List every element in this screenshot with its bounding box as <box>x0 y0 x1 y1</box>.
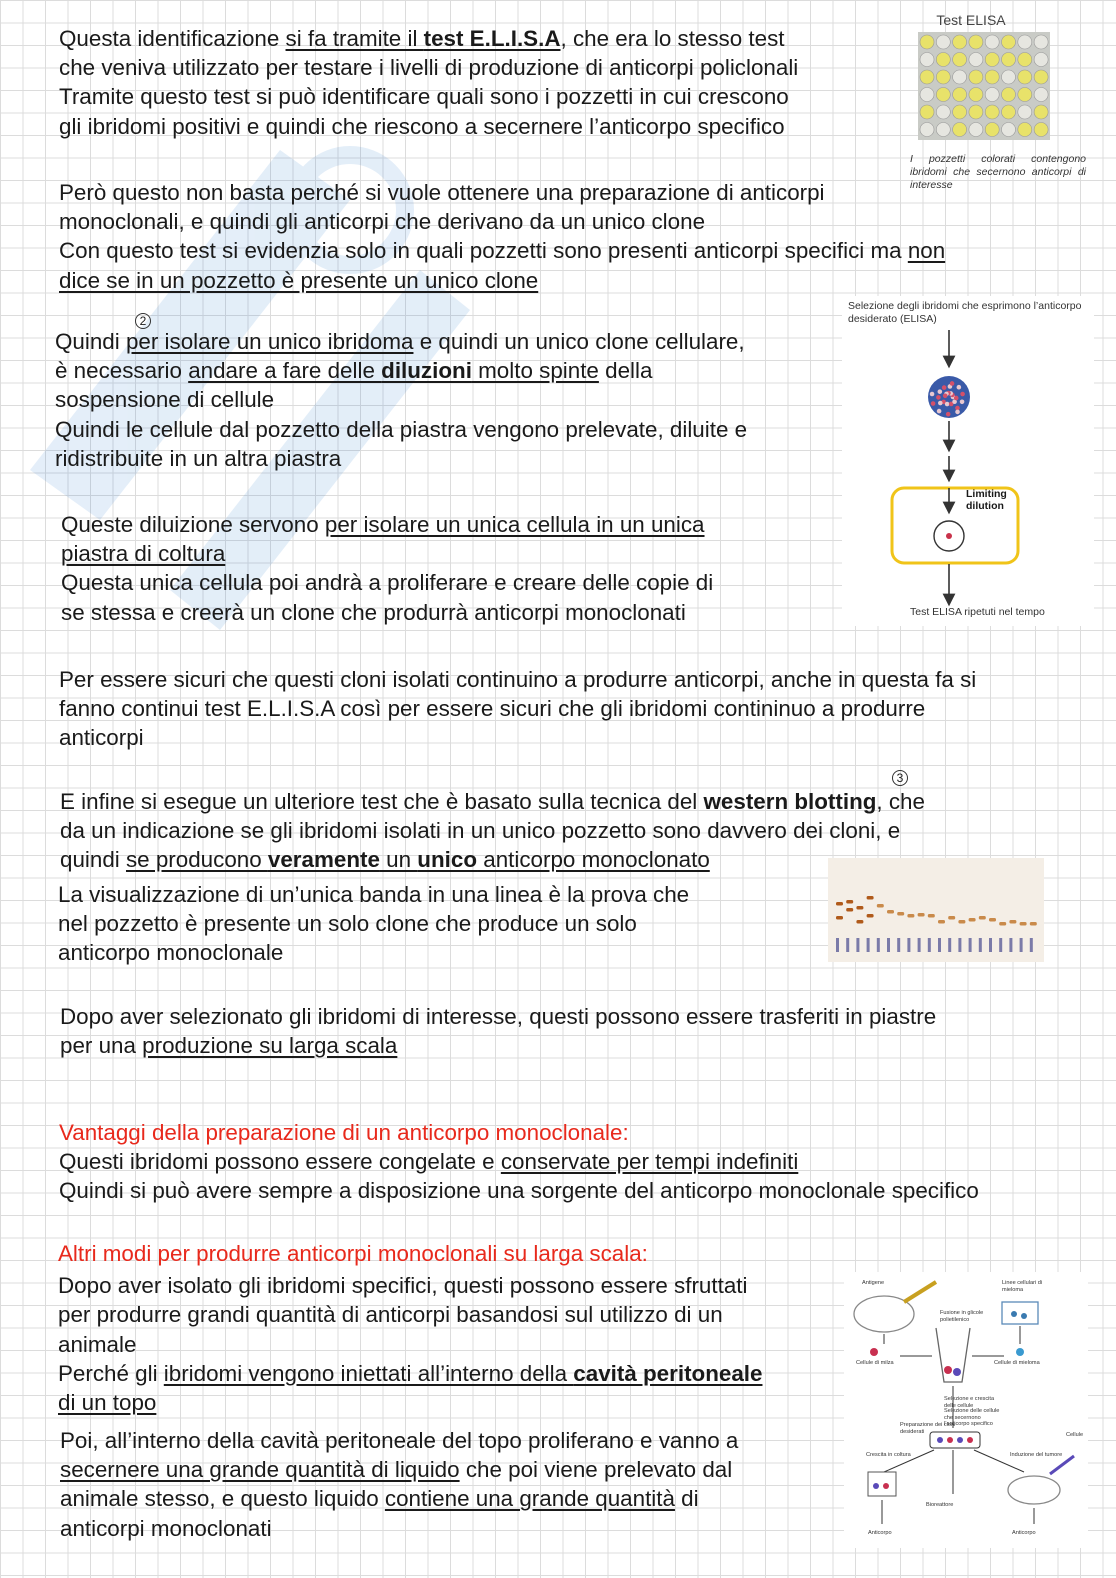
text-bold: cavità peritoneale <box>573 1360 763 1386</box>
text-underline: piastra di coltura <box>61 541 226 567</box>
lane-label-mark <box>938 938 941 952</box>
cell-dot <box>950 381 955 386</box>
text: quindi <box>60 847 126 873</box>
elisa-well <box>969 123 983 137</box>
blot-band <box>887 910 894 914</box>
cell-dot <box>938 389 943 394</box>
elisa-well <box>1034 105 1048 119</box>
text: E infine si esegue un ulteriore test che è basato sulla tecnica del <box>60 789 704 814</box>
figure-label-limiting-dilution: Limiting dilution <box>966 488 1007 512</box>
elisa-well <box>1034 88 1048 102</box>
diagram-label: Anticorpo <box>1012 1530 1036 1536</box>
text: che poi viene prelevato dal <box>459 1457 733 1483</box>
lane-label-mark <box>989 938 992 952</box>
blot-band <box>846 900 853 904</box>
text-line: nel pozzetto è presente un solo clone che produce un solo <box>58 911 637 937</box>
text-line: animale <box>58 1331 137 1357</box>
paragraph-peritoneal <box>60 1426 738 1543</box>
text-underline: produzione su larga scala <box>142 1033 398 1059</box>
elisa-well <box>985 35 999 49</box>
text: andare a fare delle <box>188 358 382 384</box>
text-line: per produrre grandi quantità di anticorpi basandosi sul utilizzo di un <box>58 1302 723 1328</box>
text-line: La visualizzazione di un’unica banda in una linea è la prova che <box>58 882 690 907</box>
text-underline: di un topo <box>58 1390 157 1416</box>
text-bold: diluzioni <box>381 358 472 384</box>
text-line: fanno continui test E.L.I.S.A così per essere sicuri che gli ibridomi contininuo a produrre <box>59 696 926 722</box>
text: Questi ibridomi possono essere congelate e <box>59 1149 501 1175</box>
elisa-well <box>985 88 999 102</box>
text-line: Tramite questo test si può identificare quali sono i pozzetti in cui crescono <box>59 84 789 110</box>
diagram-label: Cellule <box>1066 1432 1084 1438</box>
text-bold: veramente <box>267 847 380 873</box>
text-underline: per isolare un unico ibridoma <box>125 329 414 354</box>
blot-band <box>836 902 843 906</box>
lane-label-mark <box>958 938 961 952</box>
elisa-well <box>1002 70 1016 84</box>
text: per una <box>60 1033 143 1059</box>
blot-band <box>856 906 863 910</box>
cell-dot <box>930 392 935 397</box>
elisa-well <box>920 88 934 102</box>
text: anticorpo monoclonato <box>477 847 710 873</box>
paragraph-not-enough <box>59 178 945 295</box>
elisa-well <box>936 70 950 84</box>
elisa-well <box>920 70 934 84</box>
elisa-well <box>953 53 967 67</box>
text: ibridomi vengono iniettati all’interno della <box>163 1360 574 1386</box>
text: , che <box>876 789 925 814</box>
lane-label-mark <box>928 938 931 952</box>
cell-dot <box>960 399 965 404</box>
elisa-well <box>953 88 967 102</box>
blot-band <box>948 916 955 920</box>
elisa-well <box>953 70 967 84</box>
elisa-well <box>1034 70 1048 84</box>
blot-band <box>958 920 965 924</box>
text: Con questo test si evidenzia solo in quali pozzetti sono presenti anticorpi specifici ma <box>59 238 908 264</box>
diagram-label: Cellule di milza <box>856 1360 894 1366</box>
lane-label-mark <box>836 938 839 952</box>
text-line: gli ibridomi positivi e quindi che riescono a secernere l’anticorpo specifico <box>59 113 785 139</box>
text-line: sospensione di cellule <box>55 387 275 413</box>
elisa-well <box>1002 88 1016 102</box>
paragraph-continuous-test <box>59 665 976 753</box>
elisa-well <box>920 53 934 67</box>
elisa-well <box>920 105 934 119</box>
text: un <box>379 847 418 873</box>
elisa-well <box>985 70 999 84</box>
blot-band <box>897 912 904 916</box>
elisa-well <box>936 105 950 119</box>
blot-band <box>867 896 874 900</box>
blot-band <box>907 914 914 918</box>
blot-band <box>979 916 986 920</box>
text-line: Questa unica cellula poi andrà a proliferare e creare delle copie di <box>61 570 714 596</box>
text-line: anticorpo monoclonale <box>58 940 284 966</box>
elisa-well <box>969 88 983 102</box>
blot-band <box>999 922 1006 926</box>
flow-diagram <box>842 296 1094 626</box>
text-line: ridistribuite in un altra piastra <box>55 445 342 471</box>
diagram-label: Anticorpo <box>868 1530 892 1536</box>
text: Questa identificazione <box>59 26 286 51</box>
elisa-well <box>953 35 967 49</box>
text-bold: test E.L.I.S.A <box>423 26 561 51</box>
text-line: da un indicazione se gli ibridomi isolati in un unico pozzetto sono davvero dei cloni, e <box>60 818 901 844</box>
blot-band <box>1020 922 1027 926</box>
blot-band <box>867 914 874 918</box>
cell-dot <box>936 395 941 400</box>
text-line: Quindi si può avere sempre a disposizione una sorgente del anticorpo monoclonale specifico <box>59 1178 979 1204</box>
elisa-well <box>920 35 934 49</box>
elisa-well <box>936 88 950 102</box>
cell-dot <box>937 409 942 414</box>
text: , che era lo stesso test <box>560 26 785 51</box>
lane-label-mark <box>969 938 972 952</box>
step-marker-3: 3 <box>892 770 908 786</box>
lane-label-mark <box>1030 938 1033 952</box>
elisa-well <box>1018 35 1032 49</box>
elisa-well <box>985 53 999 67</box>
lane-label-mark <box>1009 938 1012 952</box>
text-line: Dopo aver selezionato gli ibridomi di interesse, questi possono essere trasferiti in piastre <box>60 1004 937 1029</box>
cell-dot <box>954 396 959 401</box>
blot-band <box>877 904 884 908</box>
elisa-well <box>1002 35 1016 49</box>
elisa-well <box>1002 123 1016 137</box>
text: Quindi <box>55 329 126 354</box>
paragraph-advantages <box>59 1118 979 1206</box>
blot-band <box>856 920 863 924</box>
text: animale stesso, e questo liquido <box>60 1486 385 1512</box>
text-underline: conservate per tempi indefiniti <box>500 1149 799 1175</box>
lane-label-mark <box>948 938 951 952</box>
elisa-well <box>953 105 967 119</box>
text-bold: unico <box>417 847 478 873</box>
section-heading: Vantaggi della preparazione di un anticorpo monoclonale: <box>59 1120 629 1145</box>
diagram-label: Crescita in coltura <box>866 1452 911 1458</box>
diagram-label: Antigene <box>862 1280 885 1286</box>
text-line: anticorpi monoclonati <box>60 1515 272 1541</box>
paragraph-single-band <box>58 880 689 968</box>
lane-label-mark <box>897 938 900 952</box>
cell-dot <box>955 410 960 415</box>
elisa-well <box>920 123 934 137</box>
diagram-label: Fusione in glicole polietilenico <box>940 1310 984 1323</box>
elisa-well <box>985 105 999 119</box>
blot-band <box>928 914 935 918</box>
diagram-label: Induzione del tumore <box>1010 1452 1063 1458</box>
elisa-well <box>1034 35 1048 49</box>
lane-label-mark <box>867 938 870 952</box>
cell-dot <box>931 401 936 406</box>
elisa-well <box>969 70 983 84</box>
paragraph-dilutions <box>55 327 747 473</box>
text-line: se stessa e creerà un clone che produrrà anticorpi monoclonati <box>61 599 686 625</box>
text: di <box>674 1486 699 1512</box>
lane-label-mark <box>979 938 982 952</box>
blot-band <box>989 918 996 922</box>
text-line: anticorpi <box>59 725 144 751</box>
text: e quindi un unico clone cellulare, <box>413 329 745 354</box>
elisa-well <box>1034 53 1048 67</box>
lane-label-mark <box>846 938 849 952</box>
cell-dot <box>960 392 965 397</box>
text-line: monoclonali, e quindi gli anticorpi che derivano da un unico clone <box>59 209 706 235</box>
paragraph-elisa-intro <box>59 24 798 141</box>
text: se producono <box>125 847 268 873</box>
lane-label-mark <box>877 938 880 952</box>
figure-label: Test ELISA ripetuti nel tempo <box>910 606 1045 618</box>
text: Perché gli <box>58 1360 164 1386</box>
elisa-well <box>1002 53 1016 67</box>
lane-label-mark <box>1020 938 1023 952</box>
blot-band <box>918 913 925 917</box>
elisa-well <box>936 35 950 49</box>
elisa-well <box>1018 53 1032 67</box>
figure-caption: I pozzetti colorati contengono ibridomi che secernono anticorpi di interesse <box>910 153 1086 191</box>
lane-label-mark <box>907 938 910 952</box>
text-line: Quindi le cellule dal pozzetto della piastra vengono prelevate, diluite e <box>55 416 748 442</box>
blot-band <box>836 916 843 920</box>
text: Queste diluizione servono <box>61 512 325 537</box>
text: è necessario <box>55 358 189 384</box>
elisa-well <box>936 53 950 67</box>
blot-band <box>1030 922 1037 926</box>
diagram-label: Selezione delle cellule che secernono l’anticorpo specifico <box>944 1408 1000 1427</box>
figure-limiting-dilution <box>842 296 1094 626</box>
diagram-label: Preparazione dei cloni desiderati <box>900 1422 956 1435</box>
cell-dot <box>946 412 951 417</box>
western-blot-image <box>828 858 1044 962</box>
paragraph-other-methods <box>58 1239 762 1417</box>
text-line: Però questo non basta perché si vuole ottenere una preparazione di anticorpi <box>59 180 825 205</box>
blot-band <box>969 918 976 922</box>
cell-dot <box>943 393 948 398</box>
elisa-well <box>1018 123 1032 137</box>
elisa-well <box>969 35 983 49</box>
diagram-label: Selezione e crescita delle cellule <box>944 1396 995 1409</box>
elisa-well <box>1018 70 1032 84</box>
text-underline: secernere una grande quantità di liquido <box>60 1457 460 1483</box>
paragraph-single-cell <box>61 510 713 627</box>
text-line: che veniva utilizzato per testare i livelli di produzione di anticorpi policlonali <box>59 55 799 81</box>
elisa-well <box>1018 88 1032 102</box>
figure-elisa <box>918 12 1054 140</box>
elisa-well <box>985 123 999 137</box>
text-underline: contiene una grande quantità <box>384 1486 675 1512</box>
elisa-well <box>1018 105 1032 119</box>
cell-dot <box>942 385 947 390</box>
diagram-label: Cellule di mieloma <box>994 1360 1040 1366</box>
figure-label: Selezione degli ibridomi che esprimono l’anticorpo desiderato (ELISA) <box>848 300 1082 325</box>
lane-label-mark <box>918 938 921 952</box>
text-line: Poi, all’interno della cavità peritoneale del topo proliferano e vanno a <box>60 1428 739 1453</box>
text: della <box>598 358 653 384</box>
paragraph-large-scale <box>60 1002 936 1060</box>
elisa-well <box>953 123 967 137</box>
blot-band <box>938 920 945 924</box>
text: molto spinte <box>471 358 599 384</box>
lane-label-mark <box>887 938 890 952</box>
elisa-well <box>969 53 983 67</box>
elisa-well <box>1002 105 1016 119</box>
paragraph-western-blot <box>60 787 925 875</box>
blot-band <box>846 908 853 912</box>
cell-dot <box>945 402 950 407</box>
figure-antibody-production <box>844 1272 1088 1548</box>
diagram-label: Linee cellulari di mieloma <box>1002 1280 1043 1293</box>
text-line: Per essere sicuri che questi cloni isolati continuino a produrre anticorpi, anche in questa fa si <box>59 667 977 692</box>
text-underline: non <box>907 238 946 264</box>
lane-label-mark <box>999 938 1002 952</box>
section-heading: Altri modi per produrre anticorpi monoclonali su larga scala: <box>58 1241 648 1266</box>
text-underline: per isolare un unica cellula in un unica <box>324 512 705 537</box>
text-bold: western blotting <box>703 789 877 814</box>
elisa-well <box>936 123 950 137</box>
elisa-plate-image <box>918 32 1050 140</box>
elisa-well <box>969 105 983 119</box>
elisa-well <box>1034 123 1048 137</box>
figure-title: Test ELISA <box>936 12 1006 28</box>
text-underline: dice se in un pozzetto è presente un unico clone <box>59 267 539 293</box>
cell-dot <box>957 385 962 390</box>
diagram-label: Bioreattore <box>926 1502 954 1508</box>
text: si fa tramite il <box>285 26 424 51</box>
cell-dot <box>938 401 943 406</box>
text-line: Dopo aver isolato gli ibridomi specifici, questi possono essere sfruttati <box>58 1273 748 1299</box>
lane-label-mark <box>856 938 859 952</box>
blot-band <box>1009 920 1016 924</box>
step-marker-2: 2 <box>135 313 151 329</box>
